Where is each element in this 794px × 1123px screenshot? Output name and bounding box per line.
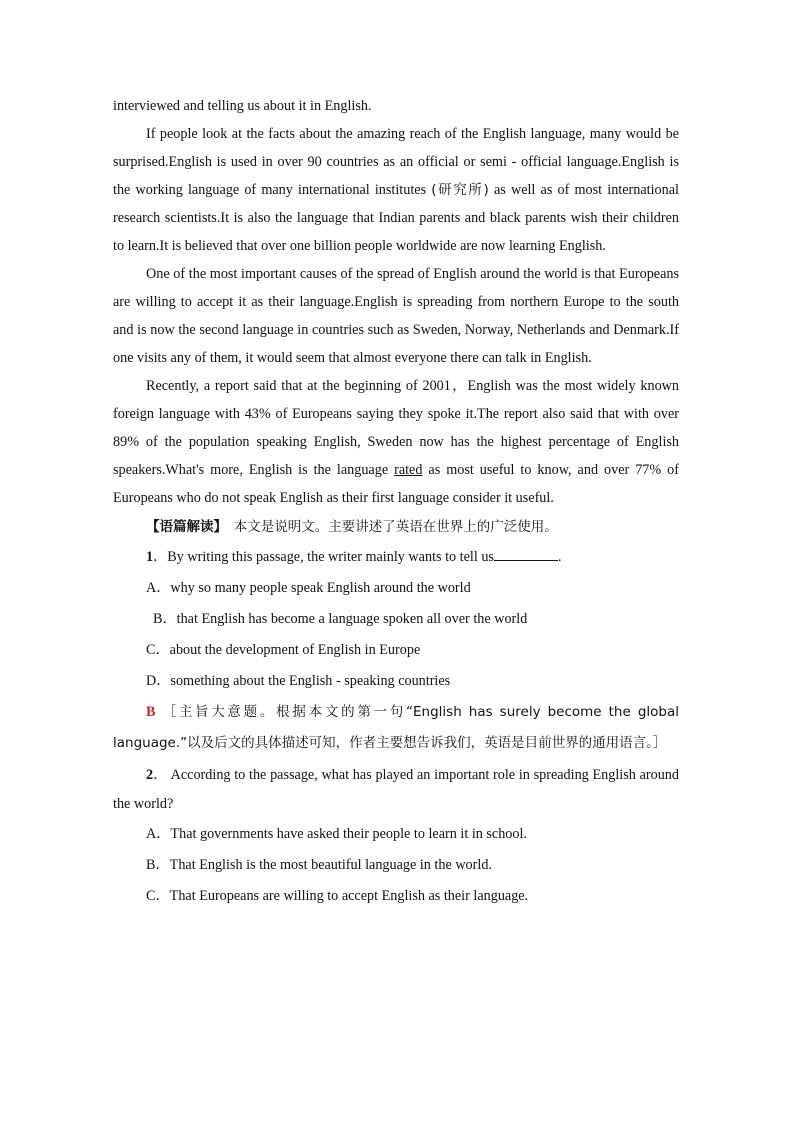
q1-answer: B [146,704,156,720]
answer-blank [494,546,558,561]
gloss-institutes: (研究所) [431,182,489,198]
question-1-number: 1 [146,549,154,565]
question-1 [113,542,679,573]
q1-option-a: A．why so many people speak English around the world [146,580,471,596]
paragraph-3-text-a: Recently, a report said that at the beginning of 2001，English was the most widely known foreign language with 43% of Europeans saying they spoke it.The report also said that with over 89% of the population speaking English, Sweden now has the highest percentage of English speakers.What's more, English is the language [113,378,679,478]
paragraph-1-text-b: as well as of most international research scientists.It is also the language that Indian parents and black parents wish their children to learn.It is believed that over one billion people worldwide are now learning English. [113,182,679,254]
analysis-label: 【语篇解读】 [146,519,221,535]
q1-explanation-text: ［主旨大意题。根据本文的第一句“English has surely become the global language.”以及后文的具体描述可知，作者主要想告诉我们，英语是目前世界的通用语言。］ [113,704,679,751]
passage-paragraph-2: One of the most important causes of the spread of English around the world is that Europeans are willing to accept it as their language.English is spreading from northern Europe to the south and is now the second language in countries such as Sweden, Norway, Netherlands and Denmark.If one visits any of them, it would seem that almost everyone there can talk in English. [113,266,679,366]
question-1-end: . [557,549,562,565]
q1-option-d: D．something about the English - speaking countries [146,673,451,689]
q2-option-a: A．That governments have asked their people to learn it in school. [146,826,527,842]
q2-option-b: B．That English is the most beautiful language in the world. [146,857,492,873]
q1-explanation [113,697,679,759]
passage-continuation: interviewed and telling us about it in English. [113,98,372,114]
q1-option-b: B．that English has become a language spoken all over the world [153,611,528,627]
passage-paragraph-1 [113,120,679,260]
question-2-number: 2 [146,767,154,783]
q2-option-c: C．That Europeans are willing to accept English as their language. [146,888,529,904]
question-2 [113,761,679,819]
passage-paragraph-3 [113,372,679,512]
q1-option-c: C．about the development of English in Europe [146,642,421,658]
analysis-section [113,512,679,542]
analysis-text: 本文是说明文。主要讲述了英语在世界上的广泛使用。 [220,519,558,535]
paragraph-1-text-a: If people look at the facts about the amazing reach of the English language, many would be surprised.English is used in over 90 countries as an official or semi - official language.English is the working language of many international institutes [113,126,679,198]
paragraph-3-text-b: as most useful to know, and over 77% of Europeans who do not speak English as their first language consider it useful. [113,462,679,506]
question-2-stem: ． According to the passage, what has played an important role in spreading English around the world? [113,767,679,812]
underlined-word-rated: rated [394,462,423,478]
document-page [113,92,679,912]
question-1-stem: ．By writing this passage, the writer mainly wants to tell us [153,549,494,565]
